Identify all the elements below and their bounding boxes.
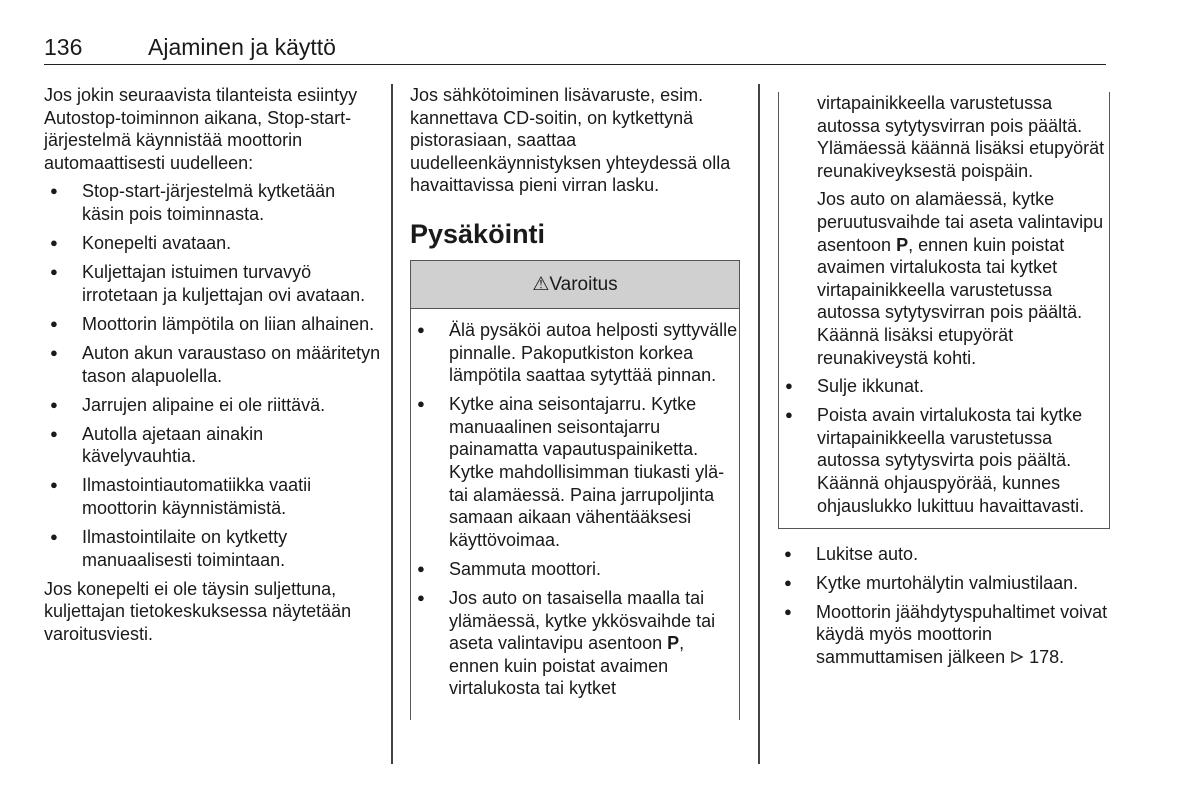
list-item: ● Konepelti avataan. xyxy=(44,232,382,255)
gear-position-p: P xyxy=(896,234,909,255)
warning-label: Varoitus xyxy=(549,273,618,295)
list-item: ● Auton akun varaustaso on määritetyn tason alapuolella. xyxy=(44,342,382,387)
warning-triangle-icon: ⚠ xyxy=(532,273,550,295)
column-2 xyxy=(410,84,740,720)
list-item: ● Älä pysäköi autoa helposti syttyvälle pinnalle. Pakoputkiston korkea lämpötila saattaa sytyttää pinnan. xyxy=(411,319,739,387)
list-item: ● Kytke murtohälytin valmiustilaan. xyxy=(778,572,1110,595)
outro-paragraph: Jos konepelti ei ole täysin suljettuna, kuljettajan tietokeskuksessa näytetään varoitusviesti. xyxy=(44,578,352,644)
downhill-paragraph: Jos auto on alamäessä, kytke peruutusvaihde tai aseta valintavipu asentoon P, ennen kuin poistat avaimen virtalukosta tai kytket virtapainikkeella varustetussa autossa sytytysvirran pois päältä. Käännä lisäksi etupyörät reunakiveystä kohti. xyxy=(817,189,1104,368)
column-divider-2 xyxy=(758,84,760,764)
list-item: ● Jos auto on tasaisella maalla tai ylämäessä, kytke ykkösvaihde tai aseta valintavipu asentoon P, ennen kuin poistat avaimen virtalukosta tai kytket xyxy=(411,587,739,700)
warning-box xyxy=(410,260,740,721)
column-3 xyxy=(778,92,1110,675)
warning-list xyxy=(411,319,739,700)
list-item: ● Autolla ajetaan ainakin kävelyvauhtia. xyxy=(44,423,382,468)
intro-paragraph: Jos jokin seuraavista tilanteista esiintyy Autostop-toiminnon aikana, Stop-start-järjestelmä käynnistää moottorin automaattisesti uudelleen: xyxy=(44,85,358,173)
list-item: ● Moottorin lämpötila on liian alhainen. xyxy=(44,313,382,336)
gear-position-p: P xyxy=(667,633,680,654)
page-reference-arrow-icon xyxy=(1010,650,1024,664)
column-1 xyxy=(44,84,382,652)
column-divider-1 xyxy=(391,84,393,764)
accessory-paragraph: Jos sähkötoiminen lisävaruste, esim. kannettava CD-soitin, on kytkettynä pistorasiaan, saattaa uudelleenkäynnistyksen yhteydessä olla havaittavissa pieni virran lasku. xyxy=(410,85,731,196)
list-item: ● Lukitse auto. xyxy=(778,543,1110,566)
page-title: Ajaminen ja käyttö xyxy=(148,34,336,60)
continued-paragraph: virtapainikkeella varustetussa autossa sytytysvirran pois päältä. Ylämäessä käännä lisäksi etupyörät reunakiveyksestä poispäin. xyxy=(817,93,1105,181)
warning-body xyxy=(411,309,739,721)
page-number: 136 xyxy=(44,34,83,60)
list-item: ● Jarrujen alipaine ei ole riittävä. xyxy=(44,394,382,417)
page-header xyxy=(44,33,1106,65)
list-item: ● Sulje ikkunat. xyxy=(779,375,1109,398)
section-heading: Pysäköinti xyxy=(410,218,546,249)
list-item: ● Sammuta moottori. xyxy=(411,558,739,581)
restart-conditions-list xyxy=(44,180,382,571)
warning-list-continued xyxy=(779,375,1109,517)
list-item: ● Ilmastointilaite on kytketty manuaalisesti toimintaan. xyxy=(44,526,382,571)
warning-header xyxy=(411,261,739,309)
parking-steps-list xyxy=(778,543,1110,669)
list-item: ● Kytke aina seisontajarru. Kytke manuaalinen seisontajarru painamatta vapautuspainiketta. Kytke mahdollisimman tiukasti ylä- tai alamäessä. Paina jarrupoljinta samaan aikaan vähentääksesi käyttövoimaa. xyxy=(411,393,739,551)
warning-box-continued xyxy=(778,92,1110,529)
page-reference[interactable]: 178. xyxy=(1029,647,1065,668)
list-item: ● Poista avain virtalukosta tai kytke virtapainikkeella varustetussa autossa sytytysvirta pois päältä. Käännä ohjauspyörää, kunnes ohjauslukko lukittuu havaittavasti. xyxy=(779,404,1109,517)
list-item: ● Kuljettajan istuimen turvavyö irrotetaan ja kuljettajan ovi avataan. xyxy=(44,261,382,306)
list-item: ● Stop-start-järjestelmä kytketään käsin pois toiminnasta. xyxy=(44,180,382,225)
list-item: ● Moottorin jäähdytyspuhaltimet voivat käydä myös moottorin sammuttamisen jälkeen 178. xyxy=(778,601,1110,669)
list-item: ● Ilmastointiautomatiikka vaatii moottorin käynnistämistä. xyxy=(44,474,382,519)
